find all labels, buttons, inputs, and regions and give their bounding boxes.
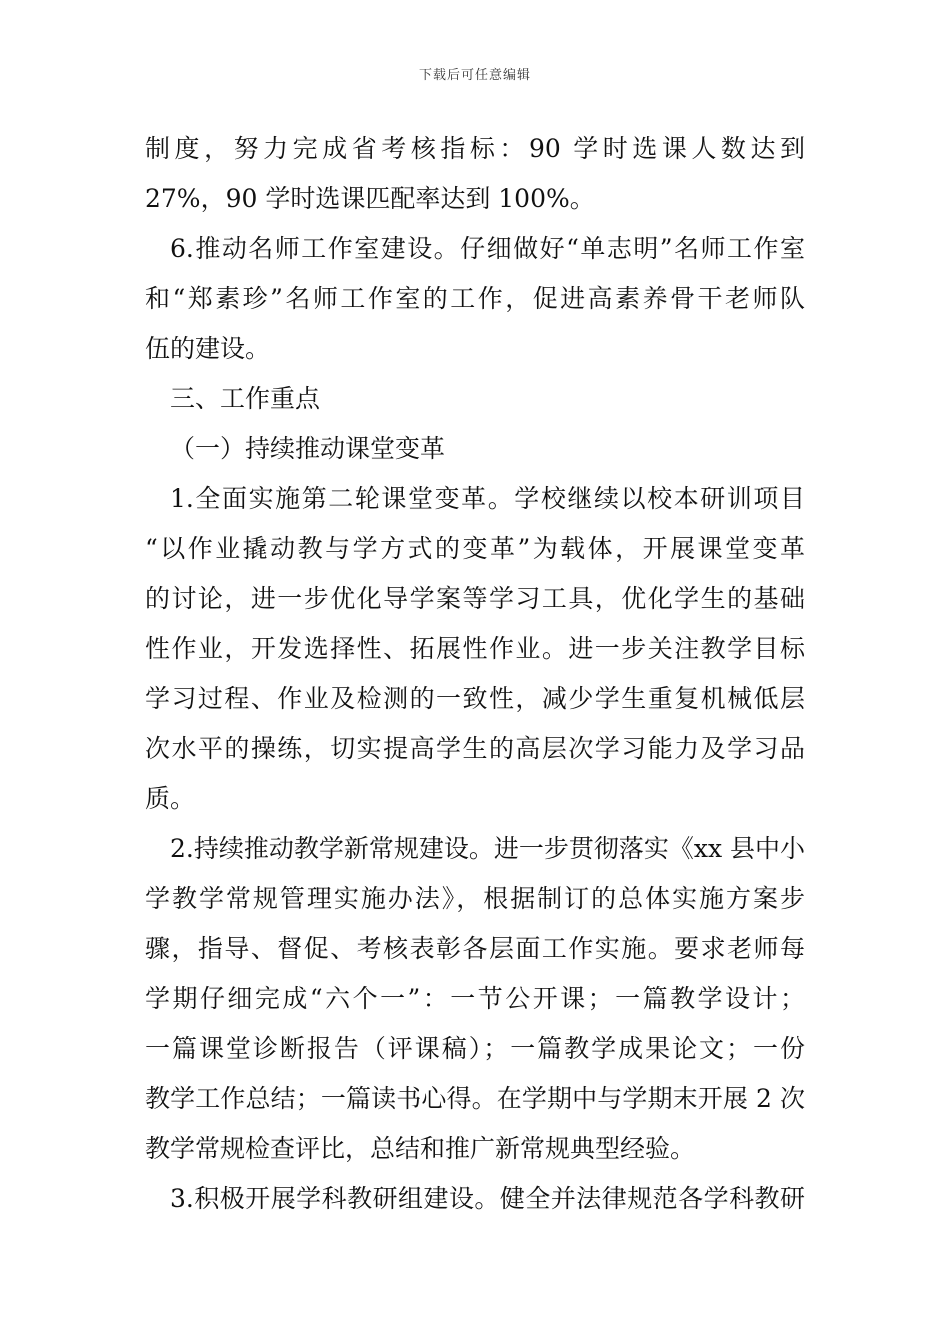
text-line: 3.积极开展学科教研组建设。健全并法律规范各学科教研 <box>170 1184 805 1213</box>
text-line: 教学常规检查评比，总结和推广新常规典型经验。 <box>145 1134 696 1163</box>
text-line: 学期仔细完成“六个一”：一节公开课；一篇教学设计； <box>145 984 805 1013</box>
document-body <box>145 124 805 1224</box>
text-line: 6.推动名师工作室建设。仔细做好“单志明”名师工作室 <box>170 234 805 263</box>
text-line: 制度，努力完成省考核指标：90 学时选课人数达到 <box>145 134 805 163</box>
section-heading <box>145 374 805 424</box>
page-header: 下载后可任意编辑 <box>418 68 531 83</box>
text-line: 骤，指导、督促、考核表彰各层面工作实施。要求老师每 <box>145 934 805 963</box>
text-line: 的讨论，进一步优化导学案等学习工具，优化学生的基础 <box>145 584 805 613</box>
text-line: 质。 <box>145 784 196 813</box>
text-line: 伍的建设。 <box>145 334 271 363</box>
text-line: “以作业撬动教与学方式的变革”为载体，开展课堂变革 <box>145 534 805 563</box>
text-line: 27%，90 学时选课匹配率达到 100%。 <box>145 184 595 213</box>
heading-text: 三、工作重点 <box>170 384 321 413</box>
text-line: 2.持续推动教学新常规建设。进一步贯彻落实《xx 县中小 <box>170 834 805 863</box>
paragraph <box>145 1174 805 1224</box>
text-line: 学习过程、作业及检测的一致性，减少学生重复机械低层 <box>145 684 805 713</box>
paragraph <box>145 224 805 374</box>
paragraph <box>145 474 805 824</box>
paragraph <box>145 824 805 1174</box>
text-line: 1.全面实施第二轮课堂变革。学校继续以校本研训项目 <box>170 484 805 513</box>
text-line: 性作业，开发选择性、拓展性作业。进一步关注教学目标 <box>145 634 805 663</box>
text-line: 教学工作总结；一篇读书心得。在学期中与学期末开展 2 次 <box>145 1084 805 1113</box>
text-line: 学教学常规管理实施办法》，根据制订的总体实施方案步 <box>145 884 805 913</box>
text-line: 一篇课堂诊断报告（评课稿）；一篇教学成果论文；一份 <box>145 1034 805 1063</box>
heading-text: （一）持续推动课堂变革 <box>170 434 446 463</box>
text-line: 次水平的操练，切实提高学生的高层次学习能力及学习品 <box>145 734 805 763</box>
text-line: 和“郑素珍”名师工作室的工作，促进高素养骨干老师队 <box>145 284 805 313</box>
subsection-heading <box>145 424 805 474</box>
paragraph <box>145 124 805 224</box>
